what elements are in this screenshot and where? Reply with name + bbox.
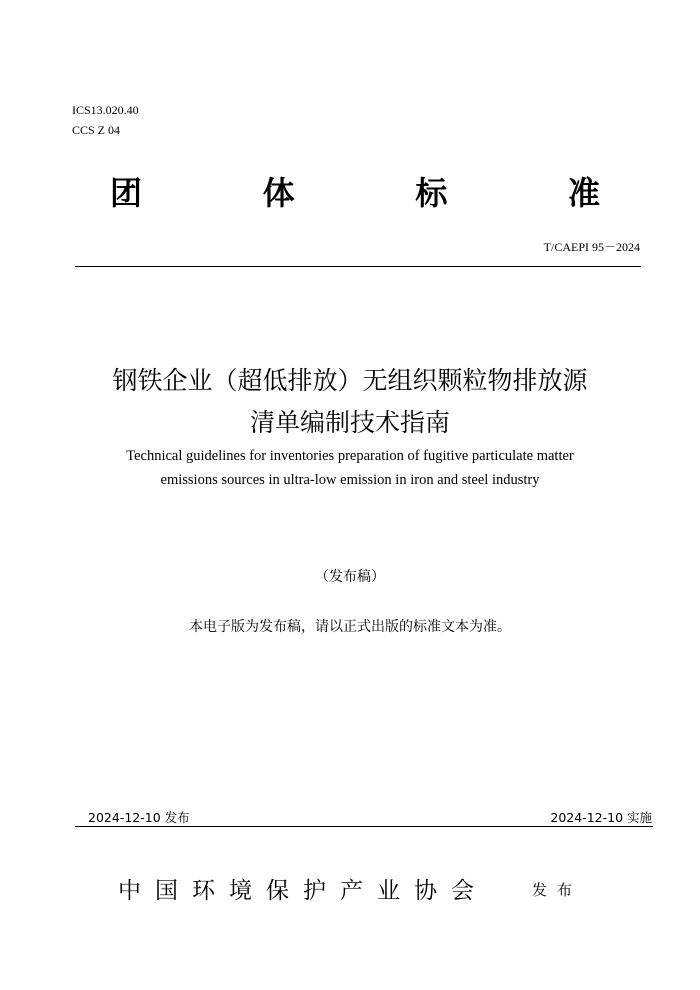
top-divider — [75, 266, 641, 267]
standard-type-char: 标 — [415, 174, 448, 212]
chinese-title-line-2: 清单编制技术指南 — [249, 408, 450, 437]
standard-number: T/CAEPI 95－2024 — [543, 240, 640, 254]
chinese-title — [0, 360, 700, 444]
standard-type-heading — [110, 168, 600, 218]
standard-type-char: 体 — [262, 174, 295, 212]
standard-type-char: 准 — [567, 174, 600, 212]
ics-code: ICS13.020.40 — [72, 103, 139, 117]
version-notice: 本电子版为发布稿，请以正式出版的标准文本为准。 — [189, 619, 511, 635]
implementation-date: 2024-12-10 实施 — [550, 810, 652, 825]
chinese-title-line-1: 钢铁企业（超低排放）无组织颗粒物排放源 — [112, 366, 588, 395]
draft-status: （发布稿） — [315, 569, 385, 585]
standard-type-char: 团 — [110, 174, 143, 212]
english-title-line-1: Technical guidelines for inventories preparation of fugitive particulate matter — [126, 448, 574, 464]
issue-date: 2024-12-10 发布 — [88, 810, 190, 825]
bottom-divider — [75, 826, 653, 827]
ccs-code: CCS Z 04 — [72, 123, 121, 137]
publisher-action: 发布 — [532, 881, 583, 899]
classification-codes — [72, 100, 139, 140]
english-title-line-2: emissions sources in ultra-low emission in iron and steel industry — [160, 472, 540, 488]
english-title — [0, 444, 700, 492]
publisher-name: 中国环境保护产业协会 — [118, 878, 488, 904]
